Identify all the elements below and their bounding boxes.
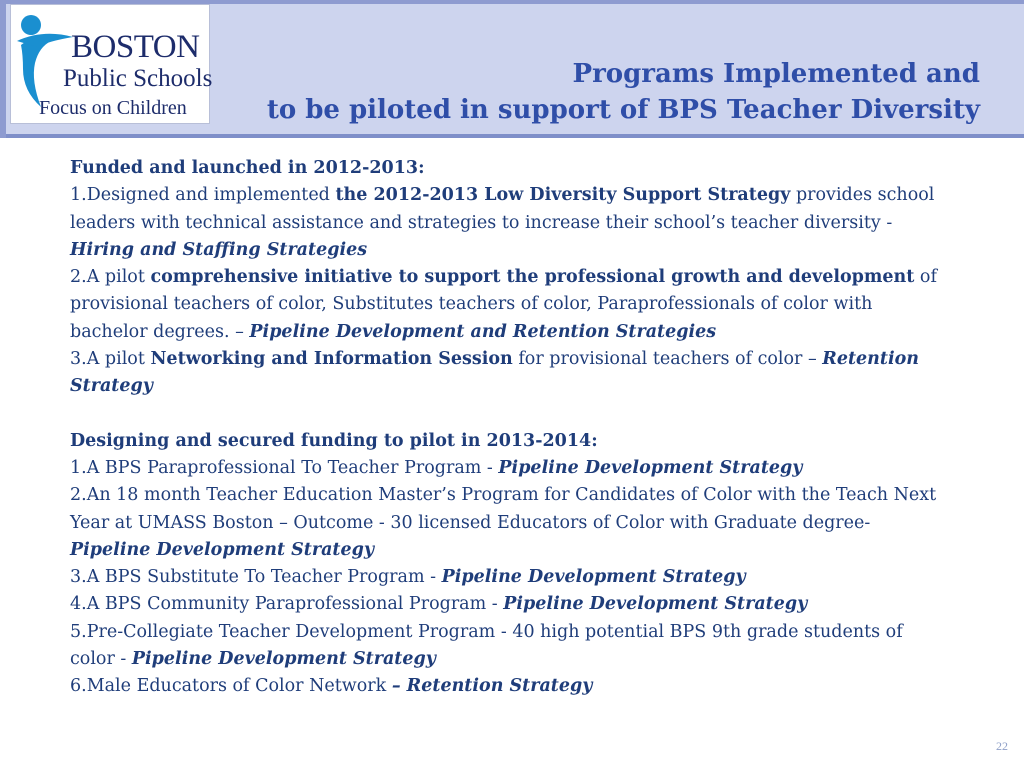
item-text: 2.An 18 month Teacher Education Master’s Program for Candidates of Color with the Teach Next Year at UMASS Boston – Outcome - 30 licensed Educators of Color with Graduate degree- bbox=[70, 485, 937, 533]
slide-body bbox=[70, 155, 950, 701]
list-item bbox=[70, 346, 950, 401]
strategy-label: Retention Strategy bbox=[70, 349, 920, 397]
title-line-2: to be piloted in support of BPS Teacher Diversity bbox=[266, 95, 980, 125]
strategy-label: – Retention Strategy bbox=[391, 676, 593, 697]
header-band bbox=[0, 0, 1024, 138]
title-line-1: Programs Implemented and bbox=[572, 59, 980, 89]
strategy-label: Pipeline Development Strategy bbox=[503, 594, 808, 615]
logo-focus-text: Focus on Children bbox=[39, 97, 187, 119]
program-name: the 2012-2013 Low Diversity Support Strategy bbox=[335, 185, 791, 206]
bps-logo bbox=[10, 4, 213, 124]
list-item bbox=[70, 564, 950, 591]
strategy-label: Pipeline Development and Retention Strategies bbox=[249, 321, 717, 342]
program-name: Networking and Information Session bbox=[150, 349, 513, 370]
section-heading: Designing and secured funding to pilot in 2013-2014: bbox=[70, 430, 598, 451]
page-number: 22 bbox=[996, 739, 1008, 753]
list-item bbox=[70, 591, 950, 618]
list-item bbox=[70, 182, 950, 264]
item-prefix: 1.Designed and implemented bbox=[70, 185, 336, 206]
item-text: provides school leaders with technical assistance and strategies to increase their school’s teacher diversity - bbox=[70, 185, 935, 233]
item-text: 6.Male Educators of Color Network bbox=[70, 676, 392, 697]
strategy-label: Pipeline Development Strategy bbox=[70, 539, 375, 560]
program-name: comprehensive initiative to support the professional growth and development bbox=[150, 267, 915, 288]
item-prefix: 3.A pilot bbox=[70, 349, 151, 370]
slide-title bbox=[267, 56, 980, 128]
item-prefix: 2.A pilot bbox=[70, 267, 151, 288]
strategy-label: Hiring and Staffing Strategies bbox=[70, 239, 368, 260]
logo-public-schools-text: Public Schools bbox=[63, 65, 213, 92]
item-text: 5.Pre-Collegiate Teacher Development Program - 40 high potential BPS 9th grade students of color - bbox=[70, 621, 903, 670]
item-text: 4.A BPS Community Paraprofessional Program - bbox=[70, 594, 504, 615]
list-item bbox=[70, 619, 950, 674]
list-item bbox=[70, 673, 950, 700]
item-text: for provisional teachers of color – bbox=[512, 349, 823, 370]
section-heading: Funded and launched in 2012-2013: bbox=[70, 158, 425, 178]
item-text: 3.A BPS Substitute To Teacher Program - bbox=[70, 567, 442, 588]
strategy-label: Pipeline Development Strategy bbox=[131, 649, 436, 670]
item-text: 1.A BPS Paraprofessional To Teacher Program - bbox=[70, 457, 499, 478]
logo-boston-text: BOSTON bbox=[71, 29, 200, 65]
item-text: of provisional teachers of color, Substitutes teachers of color, Paraprofessionals of color with bachelor degrees. – bbox=[70, 267, 937, 342]
section-spacer bbox=[70, 401, 950, 428]
strategy-label: Pipeline Development Strategy bbox=[498, 457, 803, 478]
strategy-label: Pipeline Development Strategy bbox=[441, 567, 746, 588]
list-item bbox=[70, 455, 950, 482]
list-item bbox=[70, 482, 950, 564]
list-item bbox=[70, 264, 950, 346]
